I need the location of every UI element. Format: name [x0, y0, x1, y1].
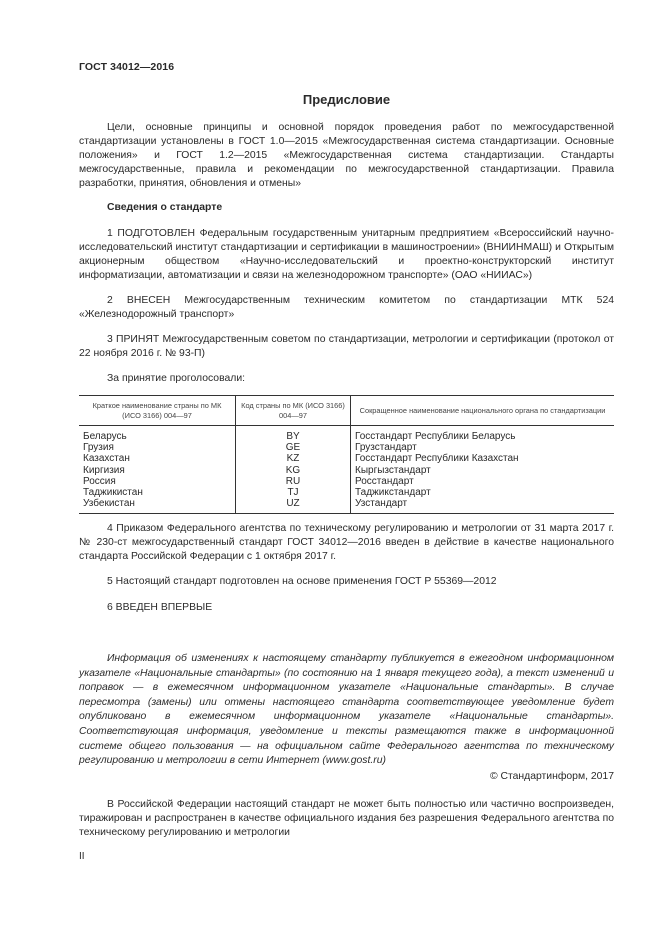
table-cell-code: KZ [236, 453, 351, 464]
copyright: © Стандартинформ, 2017 [489, 771, 614, 782]
table-cell-body: Грузстандарт [351, 442, 615, 453]
voted-label: За принятие проголосовали: [107, 373, 246, 384]
table-cell-body: Госстандарт Республики Казахстан [351, 453, 615, 464]
voting-table [79, 395, 614, 514]
table-cell-country: Узбекистан [79, 498, 236, 514]
info-item-4: 4 Приказом Федерального агентства по техническому регулированию и метрологии от 31 марта 2017 г. № 230-ст межгосударственный стандарт ГОСТ 34012—2016 введен в действие в качестве национального стандарта Российской Федерации с 1 октября 2017 г. [79, 523, 614, 562]
preface-title: Предисловие [302, 92, 391, 107]
reproduction-restriction: В Российской Федерации настоящий стандарт не может быть полностью или частично воспроизведен, тиражирован и распространен в качестве официального издания без разрешения Федерального агентства по техническому регулированию и метрологии [79, 799, 614, 838]
table-cell-code: GE [236, 442, 351, 453]
info-item-1: 1 ПОДГОТОВЛЕН Федеральным государственным унитарным предприятием «Всероссийский научно-исследовательский институт стандартизации и сертификации в машиностроении» (ВНИИНМАШ) и Открытым акционерным обществом «Научно-исследовательский и проектно-конструкторский институт информатизации, автоматизации и связи на железнодорожном транспорте» (ОАО «НИИАС») [79, 228, 614, 281]
table-cell-country: Беларусь [83, 431, 127, 442]
table-cell-code: BY [236, 426, 351, 443]
info-item-6: 6 ВВЕДЕН ВПЕРВЫЕ [107, 602, 213, 613]
table-header-body: Сокращенное наименование национального органа по стандартизации [351, 396, 615, 426]
info-heading: Сведения о стандарте [107, 202, 223, 213]
table-cell-body: Кыргызстандарт [351, 465, 615, 476]
table-row [79, 453, 614, 464]
table-cell-country: Киргизия [83, 464, 125, 476]
table-row [79, 465, 614, 476]
info-item-3: 3 ПРИНЯТ Межгосударственным советом по стандартизации, метрологии и сертификации (протокол от 22 ноября 2016 г. № 93-П) [79, 334, 614, 359]
preface-intro: Цели, основные принципы и основной порядок проведения работ по межгосударственной стандартизации установлены в ГОСТ 1.0—2015 «Межгосударственная система стандартизации. Основные положения» и ГОСТ 1.2—2015 «Межгосударственная система стандартизации. Стандарты межгосударственные, правила и рекомендации по межгосударственной стандартизации. Правила разработки, принятия, обновления и отмены» [79, 122, 614, 189]
table-cell-country: Таджикистан [83, 487, 143, 499]
table-row [79, 426, 614, 443]
table-row [79, 476, 614, 487]
table-row [79, 498, 614, 514]
amendments-notice: Информация об изменениях к настоящему стандарту публикуется в ежегодном информационном указателе «Национальные стандарты» (по состоянию на 1 января текущего года), а текст изменений и поправок — в ежемесячном информационном указателе «Национальные стандарты». В случае пересмотра (замены) или отмены настоящего стандарта соответствующее уведомление будет опубликовано в ежемесячном информационном указателе «Национальные стандарты». Соответствующая информация, уведомление и тексты размещаются также в информационной системе общего пользования — на официальном сайте Федерального агентства по техническому регулированию и метрологии в сети Интернет (www.gost.ru) [79, 653, 614, 767]
table-header-row [79, 396, 614, 426]
table-row [79, 487, 614, 498]
page-number: II [79, 851, 85, 862]
table-cell-country: Россия [83, 475, 116, 487]
table-cell-body: Росстандарт [351, 476, 615, 487]
table-cell-code: UZ [236, 498, 351, 514]
table-cell-code: KG [236, 465, 351, 476]
table-cell-code: TJ [236, 487, 351, 498]
table-row [79, 442, 614, 453]
info-item-2: 2 ВНЕСЕН Межгосударственным техническим комитетом по стандартизации МТК 524 «Железнодорожный транспорт» [79, 295, 614, 320]
info-item-5: 5 Настоящий стандарт подготовлен на основе применения ГОСТ Р 55369—2012 [107, 576, 497, 587]
document-code: ГОСТ 34012—2016 [79, 61, 175, 73]
table-cell-body: Таджикстандарт [351, 487, 615, 498]
table-cell-country: Казахстан [83, 453, 130, 465]
table-header-code: Код страны по МК (ИСО 3166) 004—97 [236, 396, 351, 426]
table-cell-country: Грузия [83, 442, 114, 454]
table-cell-code: RU [236, 476, 351, 487]
table-cell-body: Узстандарт [351, 498, 615, 514]
table-cell-body: Госстандарт Республики Беларусь [351, 426, 615, 443]
table-header-country: Краткое наименование страны по МК (ИСО 3166) 004—97 [79, 396, 236, 426]
